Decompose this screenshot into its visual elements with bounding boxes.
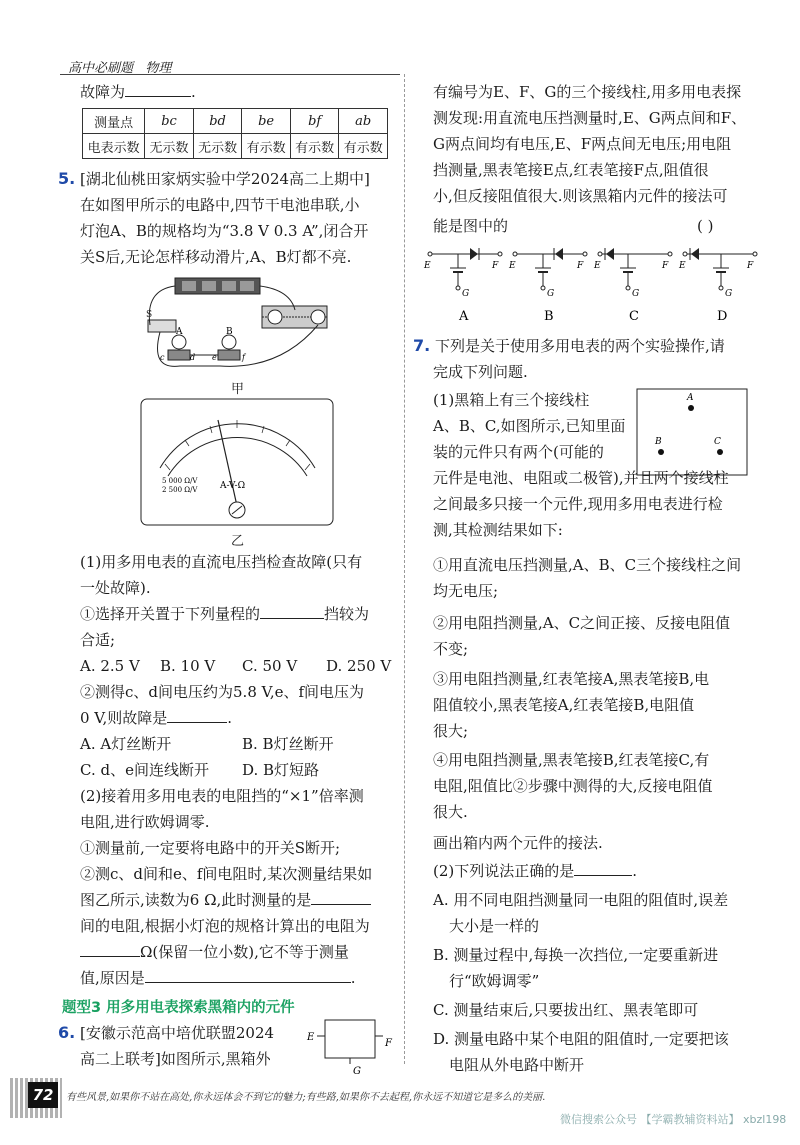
- label-b: B: [655, 437, 662, 447]
- q6-cont-3: G两点间均有电压,E、F两点间无电压;用电阻: [433, 135, 732, 153]
- q7-option-d-cont: 电阻从外电路中断开: [449, 1056, 585, 1074]
- svg-text:f: f: [242, 353, 245, 362]
- terminal-c-dot: [717, 449, 723, 455]
- option-c-f: F: [662, 261, 669, 271]
- black-box-abc: [636, 388, 748, 476]
- q5-p2-s2c: 间的电阻,根据小灯泡的规格计算出的电阻为: [80, 917, 370, 935]
- option-a-circuit: [423, 248, 502, 324]
- terminal-e: E: [307, 1032, 315, 1043]
- q7-p1-l7: ①用直流电压挡测量,A、B、C三个接线柱之间: [433, 556, 742, 574]
- svg-text:e: e: [212, 353, 217, 362]
- option-d-e: E: [679, 261, 686, 271]
- option-a-g: G: [462, 289, 470, 299]
- q7-option-d: D. 测量电路中某个电阻的阻值时,一定要把该: [433, 1030, 729, 1048]
- switch-icon: [148, 320, 176, 332]
- option-circuits: [422, 240, 762, 324]
- q5-part2-b: 电阻,进行欧姆调零.: [80, 813, 210, 831]
- option-b-g: G: [547, 289, 555, 299]
- q5-sub2-a: ②测得c、d间电压约为5.8 V,e、f间电压为: [80, 683, 365, 701]
- q5-p2-s2a: ②测c、d间和e、f间电阻时,某次测量结果如: [80, 865, 373, 883]
- q7-p1-l3: 装的元件只有两个(可能的: [433, 443, 604, 461]
- q7-p1-l4: 元件是电池、电阻或二极管),并且两个接线柱: [433, 469, 729, 487]
- q7-option-a: A. 用不同电阻挡测量同一电阻的阻值时,误差: [433, 891, 729, 909]
- q5-options-1: A. 2.5 V B. 10 V C. 50 V D. 250 V: [80, 657, 392, 675]
- q7-p1-l15: 电阻,阻值比②步骤中测得的大,反接电阻值: [433, 777, 713, 795]
- answer-bracket: ( ): [697, 217, 714, 235]
- q5-line-2: 在如图甲所示的电路中,四节干电池串联,小: [80, 196, 360, 214]
- q7-p1-l9: ②用电阻挡测量,A、C之间正接、反接电阻值: [433, 614, 731, 632]
- q5-p2-s1: ①测量前,一定要将电路中的开关S断开;: [80, 839, 341, 857]
- q5-sub1-c: 合适;: [80, 631, 116, 649]
- q7-intro-b: 完成下列问题.: [433, 363, 528, 381]
- q7-p1-l13: 很大;: [433, 722, 469, 740]
- q7-p1-l10: 不变;: [433, 640, 469, 658]
- q7-intro-a: 7. 下列是关于使用多用电表的两个实验操作,请: [413, 336, 725, 355]
- footer-quote: 有些风景,如果你不站在高处,你永远体会不到它的魅力;有些路,如果你不去起程,你永远不知道它是多么的美丽.: [66, 1092, 546, 1103]
- option-c-e: E: [594, 261, 601, 271]
- fault-line: 故障为 .: [80, 79, 196, 106]
- q5-sub1: ①选择开关置于下列量程的 挡较为: [80, 601, 369, 628]
- q7-option-c: C. 测量结束后,只要拔出红、黑表笔即可: [433, 1001, 699, 1019]
- q7-option-b-cont: 行“欧姆调零”: [449, 972, 540, 990]
- circuit-figure: [140, 270, 340, 380]
- q5-p2-s2e: 值,原因是 .: [80, 965, 356, 992]
- figure-label-jia: 甲: [231, 382, 245, 397]
- option-b-e: E: [509, 261, 516, 271]
- q7-p1-l17: 画出箱内两个元件的接法.: [433, 834, 603, 852]
- q5-part1-a: (1)用多用电表的直流电压挡检查故障(只有: [80, 553, 363, 571]
- multimeter-figure: [140, 398, 334, 526]
- svg-text:S: S: [146, 310, 153, 320]
- header-rule: [60, 74, 400, 75]
- column-divider: [404, 74, 406, 1064]
- q6-line-1: 6. [安徽示范高中培优联盟2024: [58, 1023, 275, 1042]
- terminal-g: G: [353, 1066, 361, 1076]
- option-a-f: F: [492, 261, 499, 271]
- terminal-f: F: [385, 1038, 392, 1049]
- option-c-circuit: [593, 248, 672, 324]
- measurement-table: [82, 108, 388, 159]
- page-number: 72: [28, 1082, 58, 1108]
- q7-p1-l6: 测,其检测结果如下:: [433, 521, 563, 539]
- svg-text:d: d: [190, 353, 196, 362]
- q6-cont-2: 测发现:用直流电压挡测量时,E、G两点间和F、: [433, 109, 747, 127]
- terminal-b-dot: [658, 449, 664, 455]
- option-d-circuit: [678, 248, 757, 324]
- q7-p1-l1: (1)黑箱上有三个接线柱: [433, 391, 590, 409]
- option-d-label: D: [717, 309, 728, 324]
- q6-cont-6: 能是图中的: [433, 217, 509, 235]
- black-box-efg: [305, 1016, 405, 1076]
- q5-line-4: 关S后,无论怎样移动滑片,A、B灯都不亮.: [80, 248, 352, 266]
- label-a: A: [687, 393, 694, 403]
- option-a-label: A: [459, 309, 469, 324]
- option-b-label: B: [544, 309, 554, 324]
- q7-p1-l5: 之间最多只接一个元件,现用多用电表进行检: [433, 495, 723, 513]
- q7-part2: (2)下列说法正确的是 .: [433, 858, 637, 885]
- terminal-a-dot: [688, 405, 694, 411]
- svg-text:c: c: [160, 353, 165, 362]
- option-d-g: G: [725, 289, 733, 299]
- q6-cont-1: 有编号为E、F、G的三个接线柱,用多用电表探: [433, 83, 742, 101]
- q5-line-1: 5. [湖北仙桃田家炳实验中学2024高二上期中]: [58, 169, 370, 188]
- label-c: C: [714, 437, 721, 447]
- watermark: 微信搜索公众号 【学霸教辅资料站】 xbzl198: [560, 1113, 787, 1126]
- q5-part1-b: 一处故障).: [80, 579, 151, 597]
- meter-label-2: 2 500 Ω/V: [162, 486, 198, 494]
- option-c-label: C: [629, 309, 639, 324]
- q7-option-a-cont: 大小是一样的: [449, 917, 540, 935]
- header-book-title: 高中必刷题 物理: [68, 61, 172, 76]
- q7-option-b: B. 测量过程中,每换一次挡位,一定要重新进: [433, 946, 719, 964]
- lamp-b-icon: [218, 335, 240, 360]
- option-c-g: G: [632, 289, 640, 299]
- q6-cont-4: 挡测量,黑表笔接E点,红表笔接F点,阻值很: [433, 161, 709, 179]
- table-row: 电表示数 无示数 无示数 有示数 有示数 有示数: [83, 134, 388, 159]
- svg-text:A: A: [176, 327, 183, 337]
- q6-number: 6.: [58, 1023, 76, 1042]
- q5-sub2-b: 0 V,则故障是 .: [80, 705, 232, 732]
- q6-cont-5: 小,但反接阻值很大.则该黑箱内元件的接法可: [433, 187, 728, 205]
- option-b-circuit: [508, 248, 587, 324]
- option-b-f: F: [577, 261, 584, 271]
- q7-p1-l11: ③用电阻挡测量,红表笔接A,黑表笔接B,电: [433, 670, 710, 688]
- q7-number: 7.: [413, 336, 431, 355]
- q5-p2-s2b: 图乙所示,读数为6 Ω,此时测量的是: [80, 887, 371, 914]
- q5-number: 5.: [58, 169, 76, 188]
- q7-p1-l12: 阻值较小,黑表笔接A,红表笔接B,电阻值: [433, 696, 695, 714]
- meter-label-center: A-V-Ω: [220, 481, 246, 491]
- section-heading: 题型3 用多用电表探索黑箱内的元件: [62, 1000, 295, 1016]
- q5-p2-s2d: Ω(保留一位小数),它不等于测量: [80, 939, 349, 966]
- svg-text:B: B: [226, 327, 233, 337]
- option-a-e: E: [424, 261, 431, 271]
- q5-options-2a: A. A灯丝断开 B. B灯丝断开: [80, 735, 334, 753]
- q5-line-3: 灯泡A、B的规格均为“3.8 V 0.3 A”,闭合开: [80, 222, 369, 240]
- table-row: 测量点 bc bd be bf ab: [83, 109, 388, 134]
- q7-p1-l2: A、B、C,如图所示,已知里面: [433, 417, 626, 435]
- q7-p1-l16: 很大.: [433, 803, 468, 821]
- lamp-a-icon: [168, 335, 190, 360]
- meter-label-1: 5 000 Ω/V: [162, 477, 198, 485]
- q6-line-2: 高二上联考]如图所示,黑箱外: [80, 1050, 271, 1068]
- q7-p1-l8: 均无电压;: [433, 582, 499, 600]
- q5-part2-a: (2)接着用多用电表的电阻挡的“×1”倍率测: [80, 787, 364, 805]
- q5-options-2b: C. d、e间连线断开 D. B灯短路: [80, 761, 320, 779]
- option-d-f: F: [747, 261, 754, 271]
- q7-p1-l14: ④用电阻挡测量,黑表笔接B,红表笔接C,有: [433, 751, 710, 769]
- figure-label-yi: 乙: [231, 534, 245, 549]
